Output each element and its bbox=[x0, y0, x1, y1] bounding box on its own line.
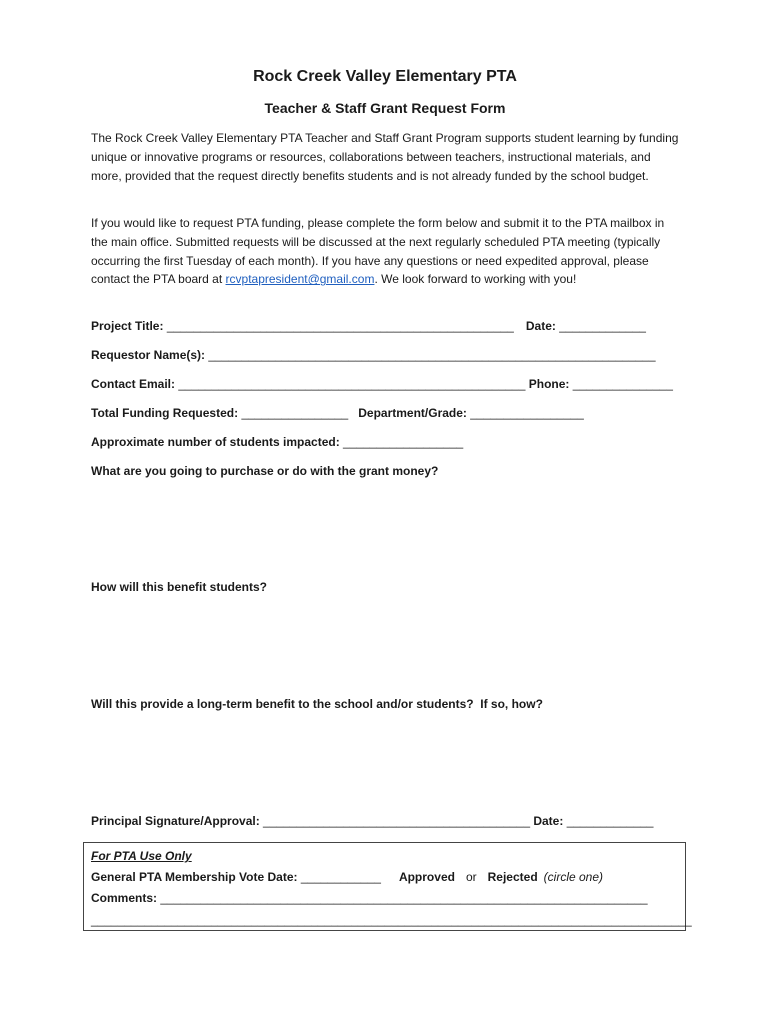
principal-date-label: Date: bbox=[533, 814, 564, 828]
intro-paragraph: The Rock Creek Valley Elementary PTA Teacher and Staff Grant Program supports student learning by funding unique or innovative programs or resources, collaborations between teachers, instructional materials, and more, provided that the request directly benefits students and is not already funded by the school budget. bbox=[91, 131, 679, 183]
pta-use-heading: For PTA Use Only bbox=[91, 849, 192, 863]
pta-vote-row bbox=[91, 870, 603, 884]
department-field[interactable]: _________________ bbox=[470, 406, 584, 420]
principal-signature-field[interactable]: ________________________________________ bbox=[263, 814, 530, 828]
form-subtitle: Teacher & Staff Grant Request Form bbox=[264, 100, 506, 116]
circle-one-note: (circle one) bbox=[543, 870, 604, 884]
contact-email-field[interactable]: ____________________________________________________ bbox=[178, 377, 526, 391]
students-label: Approximate number of students impacted: bbox=[91, 435, 340, 449]
principal-date-field[interactable]: _____________ bbox=[566, 814, 654, 828]
phone-label: Phone: bbox=[528, 377, 570, 391]
comments-row bbox=[91, 891, 648, 905]
project-title-row bbox=[91, 319, 646, 333]
date-field[interactable]: _____________ bbox=[559, 319, 646, 333]
contact-row bbox=[91, 377, 673, 391]
rejected-option[interactable]: Rejected bbox=[487, 870, 538, 884]
question-benefit: How will this benefit students? bbox=[91, 580, 268, 594]
vote-date-field[interactable]: ____________ bbox=[300, 870, 381, 884]
instructions-text-before: If you would like to request PTA funding, please complete the form below and submit it to the PTA mailbox in the main office. Submitted requests will be discussed at the next regularly scheduled PTA meeting (typically occurring the first Tuesday of each month). If you have any questions or need expedited approval, please contact the PTA board at bbox=[91, 216, 665, 287]
page-title: Rock Creek Valley Elementary PTA bbox=[253, 68, 517, 85]
principal-label: Principal Signature/Approval: bbox=[91, 814, 260, 828]
question-longterm: Will this provide a long-term benefit to the school and/or students? If so, how? bbox=[91, 697, 543, 711]
funding-row bbox=[91, 406, 584, 420]
instructions-paragraph bbox=[91, 214, 681, 289]
principal-row bbox=[91, 814, 653, 828]
funding-field[interactable]: ________________ bbox=[241, 406, 349, 420]
phone-field[interactable]: _______________ bbox=[572, 377, 673, 391]
approved-option[interactable]: Approved bbox=[398, 870, 455, 884]
funding-label: Total Funding Requested: bbox=[91, 406, 239, 420]
project-title-label: Project Title: bbox=[91, 319, 164, 333]
or-text: or bbox=[465, 870, 477, 884]
pta-email-link[interactable]: rcvptapresident@gmail.com bbox=[225, 272, 375, 287]
comments-field[interactable]: _________________________________________________________________________ bbox=[160, 891, 648, 905]
requestor-field[interactable]: ___________________________________________________________________ bbox=[208, 348, 656, 362]
contact-email-label: Contact Email: bbox=[91, 377, 176, 391]
instructions-text-after: . We look forward to working with you! bbox=[374, 272, 577, 287]
students-row bbox=[91, 435, 463, 449]
students-field[interactable]: __________________ bbox=[343, 435, 464, 449]
project-title-field[interactable]: ____________________________________________________ bbox=[166, 319, 514, 333]
date-label: Date: bbox=[525, 319, 556, 333]
comments-field-line2[interactable]: __________________________________________________________________________________________ bbox=[91, 913, 692, 927]
vote-date-label: General PTA Membership Vote Date: bbox=[91, 870, 298, 884]
question-purchase: What are you going to purchase or do with the grant money? bbox=[91, 464, 439, 478]
requestor-row bbox=[91, 348, 656, 362]
comments-label: Comments: bbox=[91, 891, 158, 905]
pta-use-box bbox=[83, 842, 692, 931]
department-label: Department/Grade: bbox=[358, 406, 467, 420]
requestor-label: Requestor Name(s): bbox=[91, 348, 206, 362]
